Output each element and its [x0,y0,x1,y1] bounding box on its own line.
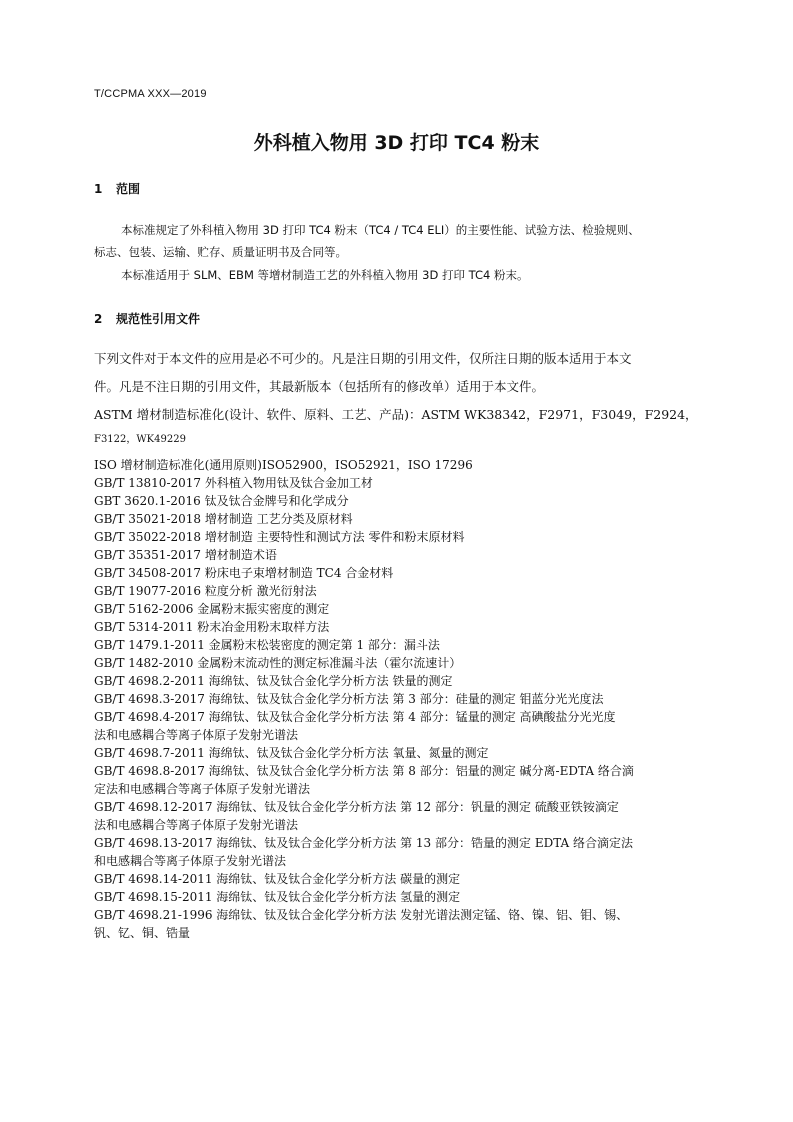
reference-line: 钒、钇、铜、锆量 [94,926,191,940]
reference-line: GB/T 35022-2018 增材制造 主要特性和测试方法 零件和粉末原材料 [94,530,465,544]
reference-line: GB/T 35021-2018 增材制造 工艺分类及原材料 [94,512,353,526]
reference-line: GB/T 4698.7-2011 海绵钛、钛及钛合金化学分析方法 氧量、氮量的测定 [94,746,489,760]
reference-line: GB/T 5162-2006 金属粉末振实密度的测定 [94,602,330,616]
scope-paragraph-2: 本标准适用于 SLM、EBM 等增材制造工艺的外科植入物用 3D 打印 TC4 粉末。 [121,268,529,282]
reference-line: GB/T 4698.2-2011 海绵钛、钛及钛合金化学分析方法 铁量的测定 [94,674,453,688]
reference-line: GB/T 1482-2010 金属粉末流动性的测定标准漏斗法（霍尔流速计） [94,656,462,670]
astm-standards-line-1: ASTM 增材制造标准化(设计、软件、原料、工艺、产品)：ASTM WK38342，F2971，F3049，F2924， [94,407,698,422]
astm-standards-line-2: F3122，WK49229 [94,434,186,445]
section-2-number: 2 [94,312,103,326]
reference-line: GB/T 35351-2017 增材制造术语 [94,548,277,562]
reference-line: GB/T 4698.3-2017 海绵钛、钛及钛合金化学分析方法 第 3 部分：硅量的测定 钼蓝分光光度法 [94,692,604,706]
reference-line: GB/T 4698.4-2017 海绵钛、钛及钛合金化学分析方法 第 4 部分：锰量的测定 高碘酸盐分光光度 [94,710,616,724]
reference-line: GB/T 1479.1-2011 金属粉末松装密度的测定第 1 部分：漏斗法 [94,638,440,652]
reference-line: GB/T 4698.21-1996 海绵钛、钛及钛合金化学分析方法 发射光谱法测定锰、铬、镍、铝、钼、锡、 [94,908,629,922]
reference-line: GB/T 4698.8-2017 海绵钛、钛及钛合金化学分析方法 第 8 部分：铝量的测定 碱分离-EDTA 络合滴 [94,764,634,778]
reference-line: 和电感耦合等离子体原子发射光谱法 [94,854,287,868]
document-title: 外科植入物用 3D 打印 TC4 粉末 [253,132,540,154]
normative-references-list [94,456,734,942]
section-2-title: 规范性引用文件 [116,312,201,326]
reference-line: GB/T 4698.15-2011 海绵钛、钛及钛合金化学分析方法 氢量的测定 [94,890,461,904]
scope-paragraph-1-line-1: 本标准规定了外科植入物用 3D 打印 TC4 粉末（TC4 / TC4 ELI）的主要性能、试验方法、检验规则、 [121,223,640,237]
reference-line: 定法和电感耦合等离子体原子发射光谱法 [94,782,311,796]
reference-line: GB/T 4698.14-2011 海绵钛、钛及钛合金化学分析方法 碳量的测定 [94,872,461,886]
section-1-heading [94,180,140,197]
section-1-number: 1 [94,182,103,196]
reference-line: 法和电感耦合等离子体原子发射光谱法 [94,818,299,832]
scope-paragraph-1-line-2: 标志、包装、运输、贮存、质量证明书及合同等。 [94,245,347,259]
reference-line: GB/T 4698.12-2017 海绵钛、钛及钛合金化学分析方法 第 12 部分：钒量的测定 硫酸亚铁铵滴定 [94,800,619,814]
section-1-title: 范围 [116,182,141,196]
reference-line: GB/T 4698.13-2017 海绵钛、钛及钛合金化学分析方法 第 13 部分：锆量的测定 EDTA 络合滴定法 [94,836,634,850]
reference-line: GBT 3620.1-2016 钛及钛合金牌号和化学成分 [94,494,349,508]
reference-line: ISO 增材制造标准化(通用原则)ISO52900，ISO52921，ISO 17296 [94,458,473,472]
reference-line: 法和电感耦合等离子体原子发射光谱法 [94,728,299,742]
document-code: T/CCPMA XXX—2019 [94,88,207,100]
section-2-heading [94,310,200,327]
reference-line: GB/T 13810-2017 外科植入物用钛及钛合金加工材 [94,476,373,490]
references-intro-line-1: 下列文件对于本文件的应用是必不可少的。凡是注日期的引用文件，仅所注日期的版本适用于本文 [94,351,632,366]
reference-line: GB/T 34508-2017 粉床电子束增材制造 TC4 合金材料 [94,566,394,580]
reference-line: GB/T 19077-2016 粒度分析 激光衍射法 [94,584,317,598]
references-intro-line-2: 件。凡是不注日期的引用文件，其最新版本（包括所有的修改单）适用于本文件。 [94,379,545,394]
reference-line: GB/T 5314-2011 粉末冶金用粉末取样方法 [94,620,330,634]
